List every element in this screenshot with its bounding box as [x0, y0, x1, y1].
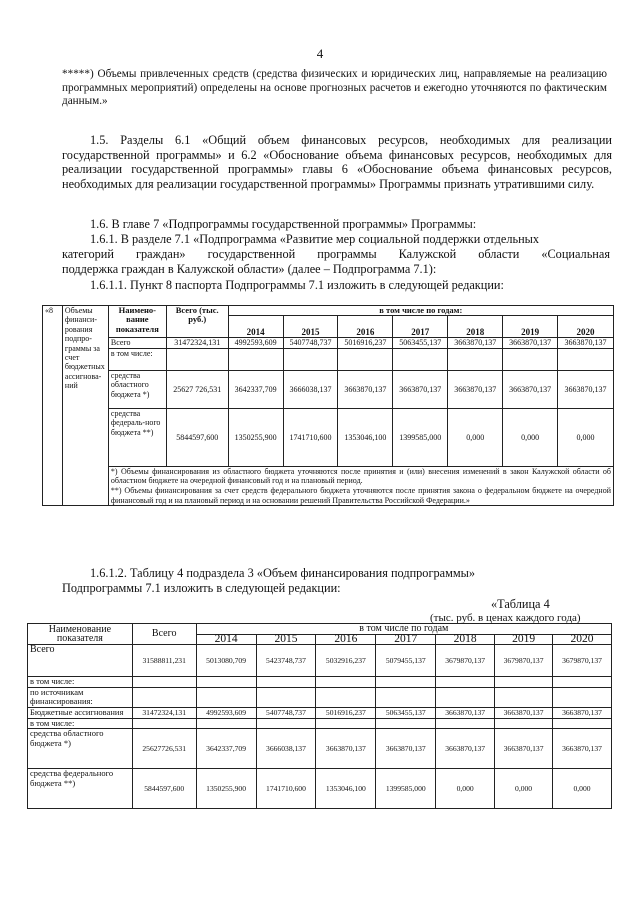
cell-value: 5407748,737 [283, 338, 338, 348]
cell-value: 3663870,137 [558, 338, 614, 348]
cell-value: 0,000 [436, 769, 495, 809]
cell-value: 1741710,600 [283, 408, 338, 466]
col-name-header: Наименование показателя [28, 624, 133, 645]
cell-value: 4992593,609 [228, 338, 283, 348]
cell-value: 1399585,000 [393, 408, 448, 466]
table-row [28, 769, 612, 809]
year-header: 2019 [503, 316, 558, 338]
row-name: средства федераль-ного бюджета **) [108, 408, 166, 466]
paragraph-1-5: 1.5. Разделы 6.1 «Общий объем финансовых ресурсов, необходимых для реализации государственной программы» и 6.2 «Обоснование объема финансовых ресурсов, необходимых для реализации государственной программы» главы 6 «Обоснование объема финансовых ресурсов, необходимых для реализации государственной программы» Программы признать утратившими силу. [62, 133, 612, 191]
cell-value: 3663870,137 [316, 729, 376, 769]
year-header: 2014 [196, 634, 256, 645]
cell-total: 5844597,600 [166, 408, 228, 466]
cell-value: 1350255,900 [196, 769, 256, 809]
cell-value: 3666038,137 [256, 729, 316, 769]
row-name: по источникам финансирования: [28, 687, 133, 707]
year-header: 2018 [436, 634, 495, 645]
col-total-header: Всего [132, 624, 196, 645]
row-name: в том числе: [28, 677, 133, 688]
year-header: 2014 [228, 316, 283, 338]
cell-value: 1353046,100 [338, 408, 393, 466]
paragraph-1-6-1-line3: поддержка граждан в Калужской области» (далее – Подпрограмма 7.1): [62, 262, 437, 276]
row-name: в том числе: [28, 718, 133, 729]
cell-value: 3663870,137 [436, 729, 495, 769]
cell-value: 3663870,137 [495, 707, 553, 718]
cell-value: 3679870,137 [495, 645, 553, 677]
paragraph-1-6-1-line2: категорий граждан» государственной программы Калужской области «Социальная [62, 247, 610, 261]
table-row [28, 729, 612, 769]
passport-note-federal: **) Объемы финансирования за счет средств федерального бюджета уточняются после принятия закона о федеральном бюджете на очередной финансовый год и на плановый период и на основании решений Правительства Российской Федерации.» [110, 486, 611, 505]
cell-value: 3642337,709 [196, 729, 256, 769]
paragraph-1-6-1-2-line1: 1.6.1.2. Таблицу 4 подраздела 3 «Объем финансирования подпрограммы» [90, 566, 476, 580]
table-row [43, 338, 614, 348]
cell-value: 3663870,137 [338, 370, 393, 408]
cell-value: 3663870,137 [558, 370, 614, 408]
table-row [28, 707, 612, 718]
row-name: средства областного бюджета *) [108, 370, 166, 408]
row-name: средства федерального бюджета **) [28, 769, 133, 809]
cell-value: 3663870,137 [436, 707, 495, 718]
row-name: средства областного бюджета *) [28, 729, 133, 769]
col-years-header: в том числе по годам [196, 624, 611, 635]
cell-value: 3663870,137 [553, 729, 612, 769]
cell-value: 1350255,900 [228, 408, 283, 466]
table-row [28, 645, 612, 677]
cell-value: 5013080,709 [196, 645, 256, 677]
year-header: 2020 [558, 316, 614, 338]
year-header: 2017 [376, 634, 436, 645]
year-header: 2016 [338, 316, 393, 338]
cell-value: 0,000 [503, 408, 558, 466]
cell-value: 3642337,709 [228, 370, 283, 408]
cell-value: 3663870,137 [495, 729, 553, 769]
table4-title: «Таблица 4 [491, 597, 550, 611]
cell-value: 3663870,137 [553, 707, 612, 718]
footnote-5: *****) Объемы привлеченных средств (средства физических и юридических лиц, направляемые на реализацию программных мероприятий) определены на основе прогнозных расчетов и ежегодно уточняются по фактическим данным.» [62, 68, 607, 108]
cell-value: 1353046,100 [316, 769, 376, 809]
cell-value: 0,000 [553, 769, 612, 809]
cell-value: 5063455,137 [393, 338, 448, 348]
table-row [43, 348, 614, 370]
cell-value: 3663870,137 [503, 370, 558, 408]
row-name: Бюджетные ассигнования [28, 707, 133, 718]
paragraph-1-6-1-line1: 1.6.1. В разделе 7.1 «Подпрограмма «Развитие мер социальной поддержки отдельных [90, 232, 540, 246]
cell-value: 3663870,137 [503, 338, 558, 348]
cell-value: 3679870,137 [436, 645, 495, 677]
cell-value: 3663870,137 [448, 338, 503, 348]
passport-row-marker: «8 [43, 306, 63, 506]
row-name: Всего [28, 645, 133, 677]
passport-table [42, 305, 614, 506]
year-header: 2019 [495, 634, 553, 645]
table-row [28, 687, 612, 707]
cell-total: 31588811,231 [132, 645, 196, 677]
table-row [43, 408, 614, 466]
cell-total: 25627 726,531 [166, 370, 228, 408]
cell-value: 1399585,000 [376, 769, 436, 809]
col-name-header: Наимено-вание показателя [108, 306, 166, 338]
paragraph-1-6-1-2-line2: Подпрограммы 7.1 изложить в следующей редакции: [62, 581, 341, 595]
year-header: 2018 [448, 316, 503, 338]
year-header: 2015 [256, 634, 316, 645]
table-4 [27, 623, 612, 809]
cell-value: 1741710,600 [256, 769, 316, 809]
page-number: 4 [316, 46, 324, 61]
cell-value: 3666038,137 [283, 370, 338, 408]
passport-note [108, 466, 613, 505]
cell-value: 3663870,137 [376, 729, 436, 769]
row-name: Всего [108, 338, 166, 348]
cell-total: 31472324,131 [132, 707, 196, 718]
cell-value: 5079455,137 [376, 645, 436, 677]
cell-value: 5063455,137 [376, 707, 436, 718]
passport-row-label: Объемы финанси-рования подпро-граммы за счет бюджетных ассигнова-ний [62, 306, 108, 506]
cell-value: 5423748,737 [256, 645, 316, 677]
row-name: в том числе: [108, 348, 166, 370]
col-years-header: в том числе по годам: [228, 306, 613, 316]
table-row [28, 718, 612, 729]
cell-value: 5016916,237 [338, 338, 393, 348]
cell-value: 5407748,737 [256, 707, 316, 718]
col-total-header: Всего (тыс. руб.) [166, 306, 228, 338]
cell-value: 3663870,137 [448, 370, 503, 408]
table-row [43, 370, 614, 408]
year-header: 2020 [553, 634, 612, 645]
year-header: 2017 [393, 316, 448, 338]
paragraph-1-6-1-1: 1.6.1.1. Пункт 8 паспорта Подпрограммы 7.1 изложить в следующей редакции: [90, 278, 504, 292]
cell-value: 0,000 [448, 408, 503, 466]
passport-note-regional: *) Объемы финансирования из областного бюджета уточняются после принятия и (или) внесения изменений в закон Калужской области об областном бюджете на очередной финансовый год и на плановый период. [110, 466, 611, 486]
cell-total: 5844597,600 [132, 769, 196, 809]
table4-units: (тыс. руб. в ценах каждого года) [430, 612, 581, 624]
cell-value: 0,000 [495, 769, 553, 809]
cell-value: 0,000 [558, 408, 614, 466]
cell-total: 31472324,131 [166, 338, 228, 348]
cell-value: 5016916,237 [316, 707, 376, 718]
cell-total: 25627726,531 [132, 729, 196, 769]
year-header: 2016 [316, 634, 376, 645]
cell-value: 3663870,137 [393, 370, 448, 408]
paragraph-1-6: 1.6. В главе 7 «Подпрограммы государственной программы» Программы: [90, 217, 477, 231]
cell-value: 3679870,137 [553, 645, 612, 677]
year-header: 2015 [283, 316, 338, 338]
cell-value: 5032916,237 [316, 645, 376, 677]
cell-value: 4992593,609 [196, 707, 256, 718]
table-row [28, 677, 612, 688]
